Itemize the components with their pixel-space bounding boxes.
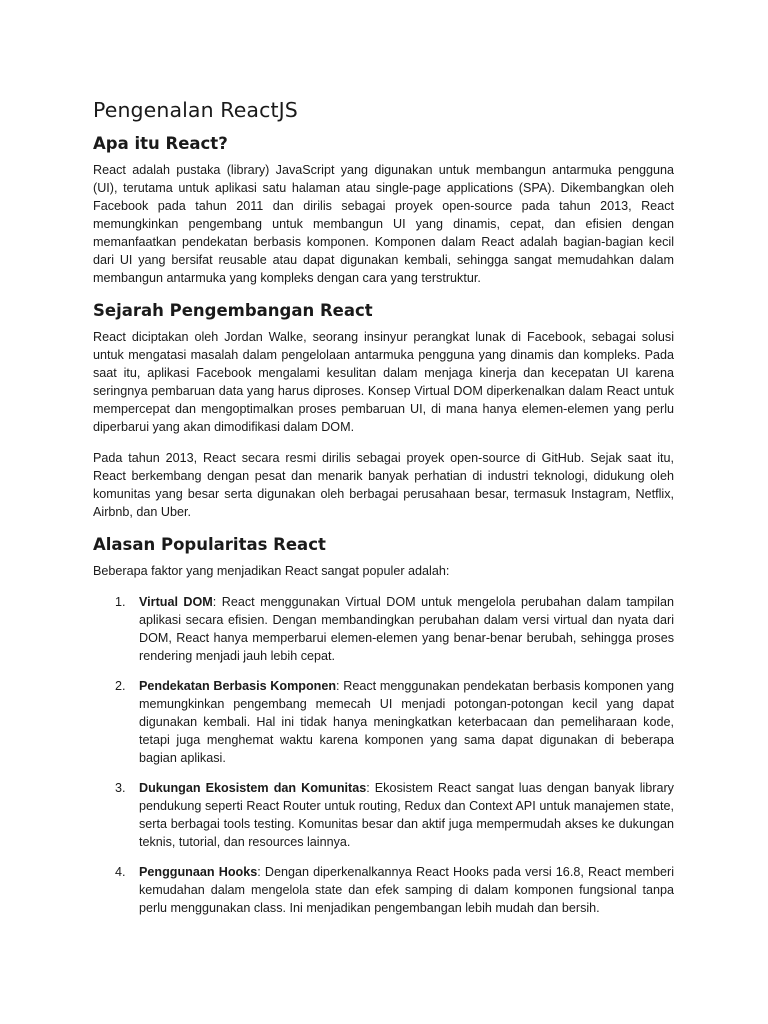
list-item-term: Penggunaan Hooks bbox=[139, 865, 258, 879]
paragraph: React diciptakan oleh Jordan Walke, seorang insinyur perangkat lunak di Facebook, sebagai solusi untuk mengatasi masalah dalam pengelolaan antarmuka pengguna yang dinamis dan kompleks. Pada saat itu, aplikasi Facebook mengalami kesulitan dalam menjaga kinerja dan kecepatan UI karena seringnya pembaruan data yang harus diproses. Konsep Virtual DOM diperkenalkan dalam React untuk mempercepat dan mengoptimalkan proses pembaruan UI, di mana hanya elemen-elemen yang perlu diperbarui yang akan dimodifikasi dalam DOM. bbox=[93, 330, 674, 434]
list-item-number: 4. bbox=[115, 865, 126, 879]
section-what-is-react bbox=[93, 133, 674, 287]
paragraph: React adalah pustaka (library) JavaScript yang digunakan untuk membangun antarmuka pengguna (UI), terutama untuk aplikasi satu halaman atau single-page applications (SPA). Dikembangkan oleh Facebook pada tahun 2011 dan dirilis sebagai proyek open-source pada tahun 2013, React memungkinkan pengembang untuk membangun UI yang dinamis, cepat, dan efisien dengan memanfaatkan pendekatan berbasis komponen. Komponen dalam React adalah bagian-bagian kecil dari UI yang bersifat reusable atau dapat digunakan kembali, sehingga sangat memudahkan dalam membangun antarmuka yang kompleks dengan cara yang terstruktur. bbox=[93, 163, 674, 285]
list-item-text: : React menggunakan pendekatan berbasis komponen yang memungkinkan pengembang memecah UI menjadi potongan-potongan kecil yang dapat digunakan kembali. Hal ini tidak hanya meningkatkan keterbacaan dan pemeliharaan kode, tetapi juga menghemat waktu karena komponen yang sama dapat digunakan di beberapa bagian aplikasi. bbox=[139, 679, 674, 765]
section-heading: Sejarah Pengembangan React bbox=[93, 301, 373, 320]
section-history bbox=[93, 300, 674, 521]
list-item-number: 1. bbox=[115, 595, 126, 609]
list-item-number: 3. bbox=[115, 781, 126, 795]
list-item-text: : Dengan diperkenalkannya React Hooks pada versi 16.8, React memberi kemudahan dalam mengelola state dan efek samping di dalam komponen fungsional tanpa perlu menggunakan class. Ini menjadikan pengembangan lebih mudah dan bersih. bbox=[139, 865, 675, 915]
list-item bbox=[93, 779, 674, 851]
section-heading: Apa itu React? bbox=[93, 134, 228, 153]
page-title: Pengenalan ReactJS bbox=[93, 98, 298, 122]
list-item bbox=[93, 677, 674, 767]
list-item-text: : Ekosistem React sangat luas dengan banyak library pendukung seperti React Router untuk routing, Redux dan Context API untuk manajemen state, serta berbagai tools testing. Komunitas besar dan aktif juga mempermudah akses ke dukungan teknis, tutorial, dan resources lainnya. bbox=[139, 781, 674, 849]
list-item-text: : React menggunakan Virtual DOM untuk mengelola perubahan dalam tampilan aplikasi secara efisien. Dengan membandingkan perubahan dalam versi virtual dan nyata dari DOM, React hanya memperbarui elemen-elemen yang benar-benar berubah, sehingga proses rendering menjadi jauh lebih cepat. bbox=[139, 595, 674, 663]
list-item bbox=[93, 593, 674, 665]
list-intro: Beberapa faktor yang menjadikan React sangat populer adalah: bbox=[93, 564, 450, 578]
list-item-term: Dukungan Ekosistem dan Komunitas bbox=[139, 781, 367, 795]
list-item-term: Virtual DOM bbox=[139, 595, 213, 609]
paragraph: Pada tahun 2013, React secara resmi dirilis sebagai proyek open-source di GitHub. Sejak saat itu, React berkembang dengan pesat dan menarik banyak perhatian di industri teknologi, didukung oleh komunitas yang besar serta digunakan oleh berbagai perusahaan besar, termasuk Instagram, Netflix, Airbnb, dan Uber. bbox=[93, 451, 674, 519]
section-popularity bbox=[93, 534, 674, 917]
reasons-list bbox=[93, 593, 674, 917]
document-page bbox=[93, 96, 674, 929]
list-item-term: Pendekatan Berbasis Komponen bbox=[139, 679, 337, 693]
list-item bbox=[93, 863, 674, 917]
list-item-number: 2. bbox=[115, 679, 126, 693]
section-heading: Alasan Popularitas React bbox=[93, 535, 326, 554]
